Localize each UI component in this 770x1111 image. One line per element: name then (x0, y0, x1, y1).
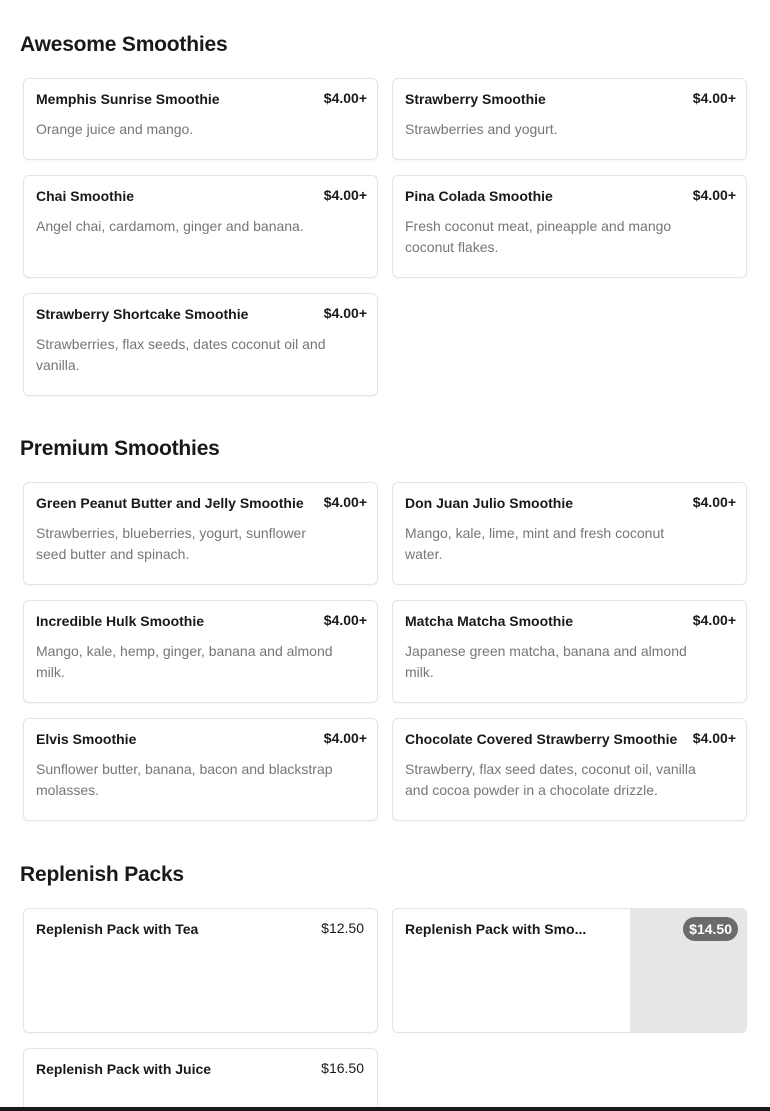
item-description: Strawberries, flax seeds, dates coconut oil and vanilla. (36, 336, 326, 373)
item-name: Memphis Sunrise Smoothie (36, 91, 220, 107)
item-price: $4.00+ (323, 305, 367, 321)
item-description: Angel chai, cardamom, ginger and banana. (36, 218, 304, 234)
item-price: $4.00+ (692, 612, 736, 628)
item-name: Matcha Matcha Smoothie (405, 613, 574, 629)
item-description: Strawberry, flax seed dates, coconut oil, vanilla and cocoa powder in a chocolate drizzle. (405, 761, 696, 798)
item-name: Replenish Pack with Tea (36, 921, 199, 937)
item-price: $4.00+ (692, 730, 736, 746)
item-name: Pina Colada Smoothie (405, 188, 553, 204)
item-price: $4.00+ (323, 612, 367, 628)
item-name: Replenish Pack with Smo... (405, 921, 587, 937)
item-description: Mango, kale, hemp, ginger, banana and almond milk. (36, 643, 333, 680)
item-name: Chocolate Covered Strawberry Smoothie (405, 731, 678, 747)
item-price: $4.00+ (323, 90, 367, 106)
menu-item-card[interactable] (23, 482, 378, 585)
menu-item-card[interactable] (23, 600, 378, 703)
item-name: Strawberry Shortcake Smoothie (36, 306, 249, 322)
section-title-awesome-smoothies: Awesome Smoothies (20, 33, 228, 56)
section-title-replenish-packs: Replenish Packs (20, 863, 184, 886)
section-title-premium-smoothies: Premium Smoothies (20, 437, 220, 460)
item-name: Don Juan Julio Smoothie (405, 495, 574, 511)
item-price-badge: $14.50 (683, 917, 738, 941)
item-description: Fresh coconut meat, pineapple and mango coconut flakes. (405, 218, 672, 255)
item-price: $4.00+ (323, 187, 367, 203)
item-name: Replenish Pack with Juice (36, 1061, 212, 1077)
item-price: $4.00+ (692, 494, 736, 510)
menu-item-card[interactable] (392, 78, 747, 160)
menu-item-card[interactable] (23, 718, 378, 821)
item-price: $4.00+ (323, 494, 367, 510)
item-price: $4.00+ (692, 90, 736, 106)
menu-item-card[interactable] (392, 482, 747, 585)
item-description: Sunflower butter, banana, bacon and blackstrap molasses. (36, 761, 333, 798)
bottom-edge-bar (0, 1107, 770, 1111)
menu-item-card[interactable] (23, 175, 378, 278)
menu-item-card[interactable] (392, 175, 747, 278)
item-name: Incredible Hulk Smoothie (36, 613, 205, 629)
item-price: $12.50 (321, 920, 364, 936)
menu-item-card[interactable] (23, 78, 378, 160)
item-price: $16.50 (321, 1060, 364, 1076)
item-price: $4.00+ (323, 730, 367, 746)
item-description: Mango, kale, lime, mint and fresh coconut water. (405, 525, 665, 562)
item-price: $4.00+ (692, 187, 736, 203)
item-description: Strawberries and yogurt. (405, 121, 558, 137)
item-description: Japanese green matcha, banana and almond milk. (405, 643, 687, 680)
menu-item-card[interactable] (392, 718, 747, 821)
item-description: Orange juice and mango. (36, 121, 194, 137)
item-name: Green Peanut Butter and Jelly Smoothie (36, 495, 304, 511)
menu-item-card[interactable] (392, 908, 747, 1033)
item-name: Strawberry Smoothie (405, 91, 546, 107)
menu-item-card[interactable] (23, 908, 378, 1033)
item-name: Chai Smoothie (36, 188, 135, 204)
menu-item-card[interactable] (392, 600, 747, 703)
item-name: Elvis Smoothie (36, 731, 137, 747)
item-description: Strawberries, blueberries, yogurt, sunflower seed butter and spinach. (36, 525, 307, 562)
menu-item-card[interactable] (23, 293, 378, 396)
menu-item-card[interactable] (23, 1048, 378, 1111)
